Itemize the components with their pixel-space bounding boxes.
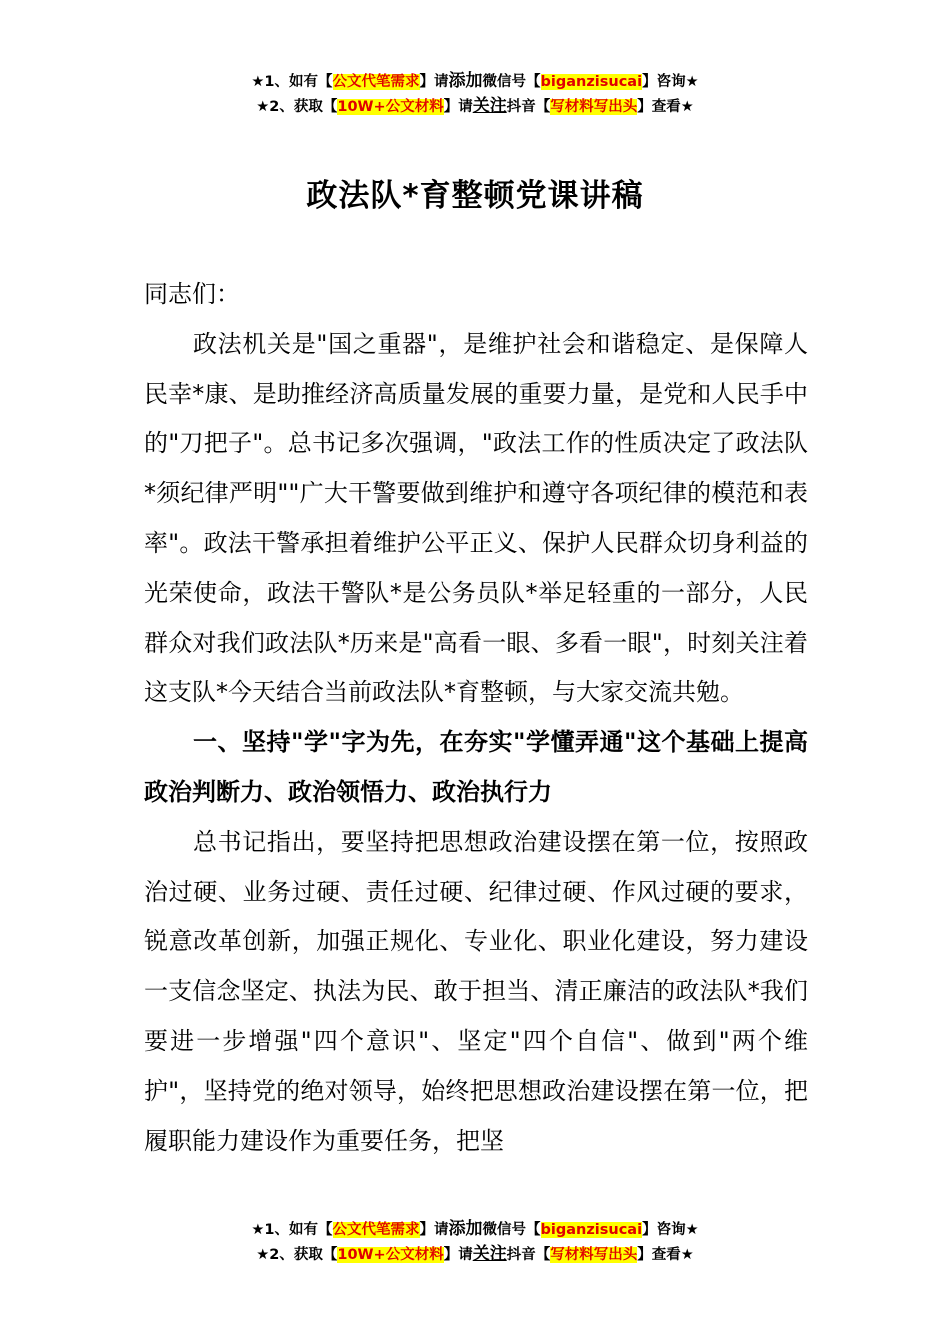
banner-emphasis: 关注 (472, 1244, 507, 1264)
header-banner (0, 69, 950, 119)
banner-text: ★2、获取【 (256, 1247, 338, 1263)
banner-highlight: 公文代笔需求 (332, 74, 420, 90)
banner-highlight: 公文代笔需求 (332, 1222, 420, 1238)
section-heading: 一、坚持"学"字为先，在夯实"学懂弄通"这个基础上提高政治判断力、政治领悟力、政治执行力 (144, 728, 808, 806)
banner-douyin-id: 写材料写出头 (550, 99, 638, 115)
banner-line-2 (0, 94, 950, 119)
paragraph: 政法机关是"国之重器"，是维护社会和谐稳定、是保障人民幸*康、是助推经济高质量发展的重要力量，是党和人民手中的"刀把子"。总书记多次强调，"政法工作的性质决定了政法队*须纪律严明""广大干警要做到维护和遵守各项纪律的模范和表率"。政法干警承担着维护公平正义、保护人民群众切身利益的光荣使命，政法干警队*是公务员队*举足轻重的一部分，人民群众对我们政法队*历来是"高看一眼、多看一眼"，时刻关注着这支队*今天结合当前政法队*育整顿，与大家交流共勉。 (144, 329, 808, 707)
banner-line-2 (0, 1242, 950, 1267)
banner-text: 】咨询★ (642, 74, 699, 90)
banner-emphasis: 添加 (448, 71, 483, 91)
banner-emphasis: 关注 (472, 96, 507, 116)
greeting: 同志们： (144, 280, 240, 308)
banner-text: 】咨询★ (642, 1222, 699, 1238)
banner-text: 】请 (419, 74, 449, 90)
banner-text: ★1、如有【 (251, 1222, 333, 1238)
footer-banner (0, 1217, 950, 1267)
banner-text: 抖音【 (506, 99, 551, 115)
banner-line-1 (0, 69, 950, 94)
banner-emphasis: 添加 (448, 1219, 483, 1239)
banner-text: 】请 (443, 99, 473, 115)
banner-text: 】查看★ (637, 1247, 694, 1263)
banner-highlight: 10W+公文材料 (337, 99, 444, 115)
banner-text: ★1、如有【 (251, 74, 333, 90)
document-body (144, 270, 808, 1166)
banner-text: 抖音【 (506, 1247, 551, 1263)
paragraph: 总书记指出，要坚持把思想政治建设摆在第一位，按照政治过硬、业务过硬、责任过硬、纪律过硬、作风过硬的要求，锐意改革创新，加强正规化、专业化、职业化建设，努力建设一支信念坚定、执法为民、敢于担当、清正廉洁的政法队*我们要进一步增强"四个意识"、坚定"四个自信"、做到"两个维护"，坚持党的绝对领导，始终把思想政治建设摆在第一位，把履职能力建设作为重要任务，把坚 (144, 827, 808, 1155)
banner-text: ★2、获取【 (256, 99, 338, 115)
banner-text: 微信号【 (482, 74, 541, 90)
banner-text: 】请 (443, 1247, 473, 1263)
banner-wechat-id: biganzisucai (540, 74, 643, 90)
banner-text: 】查看★ (637, 99, 694, 115)
banner-wechat-id: biganzisucai (540, 1222, 643, 1238)
document-title: 政法队*育整顿党课讲稿 (306, 178, 644, 214)
banner-douyin-id: 写材料写出头 (550, 1247, 638, 1263)
banner-highlight: 10W+公文材料 (337, 1247, 444, 1263)
banner-line-1 (0, 1217, 950, 1242)
banner-text: 微信号【 (482, 1222, 541, 1238)
banner-text: 】请 (419, 1222, 449, 1238)
